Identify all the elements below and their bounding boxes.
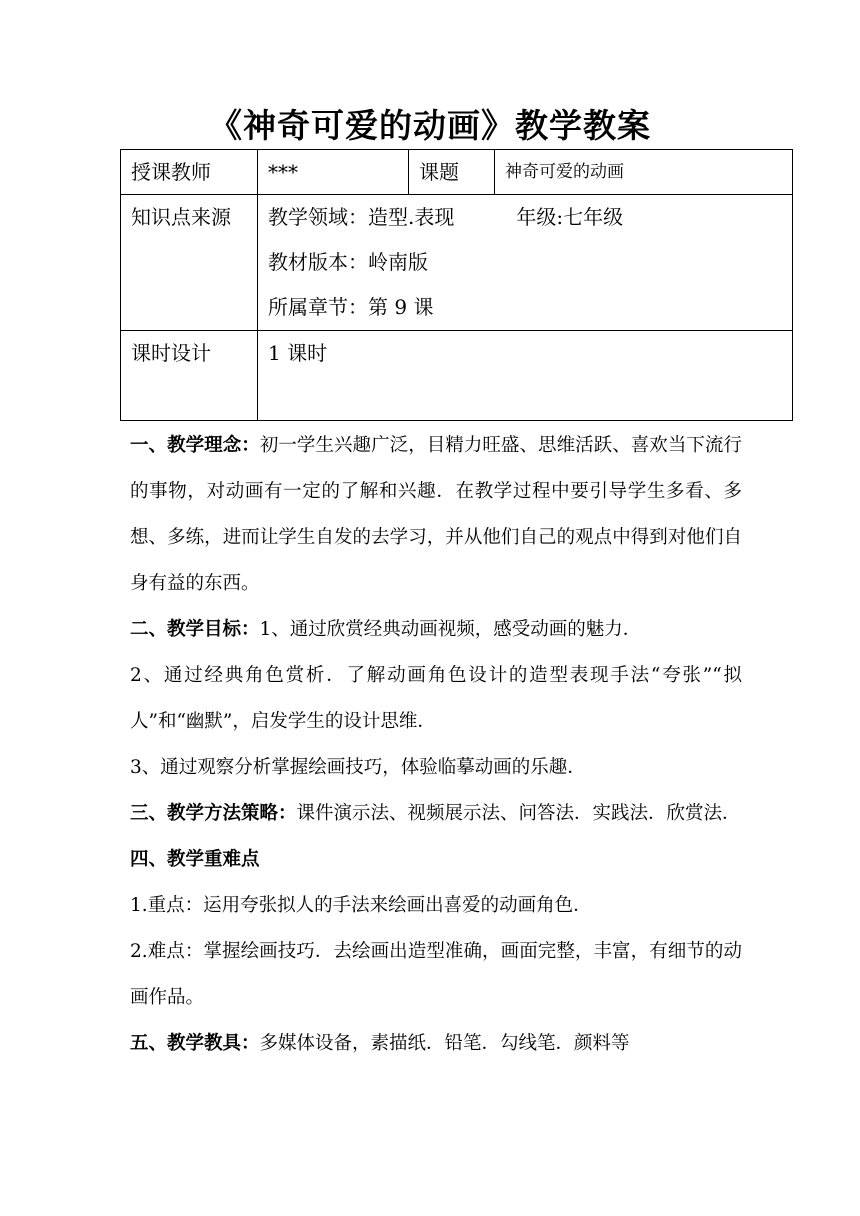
table-row (121, 195, 793, 331)
tools-heading: 五、教学教具： (130, 1033, 260, 1054)
chapter-text: 所属章节：第 9 课 (268, 295, 434, 319)
philosophy-paragraph (130, 423, 742, 607)
philosophy-text: 初一学生兴趣广泛，目精力旺盛、思维活跃、喜欢当下流行的事物，对动画有一定的了解和兴趣．在教学过程中要引导学生多看、多想、多练，进而让学生自发的去学习，并从他们自己的观点中得到对他们自身有益的东西。 (130, 435, 742, 594)
goal-item-3: 3、通过观察分析掌握绘画技巧，体验临摹动画的乐趣． (130, 757, 586, 778)
keypoints-heading-paragraph (130, 837, 742, 883)
document-body (130, 423, 742, 1067)
period-design-value-cell: 1 课时 (258, 331, 793, 421)
knowledge-source-value-cell (258, 195, 793, 331)
goal-item-1: 1、通过欣赏经典动画视频，感受动画的魅力． (259, 619, 642, 640)
teacher-value-cell: *** (258, 150, 409, 195)
goals-paragraph (130, 607, 742, 653)
teaching-domain-text: 教学领域：造型.表现 (268, 205, 455, 229)
tools-text: 多媒体设备，素描纸．铅笔．勾线笔．颜料等 (259, 1033, 630, 1054)
grade-text: 年级:七年级 (516, 205, 624, 229)
lesson-info-table (120, 149, 793, 421)
methods-heading: 三、教学方法策略： (130, 803, 297, 824)
philosophy-heading: 一、教学理念： (130, 435, 260, 456)
textbook-edition-text: 教材版本：岭南版 (268, 250, 428, 274)
table-row (121, 331, 793, 421)
table-row (121, 150, 793, 195)
goal-item-2: 2、通过经典角色赏析．了解动画角色设计的造型表现手法“夸张”“拟人”和“幽默”，启发学生的设计思维． (130, 665, 742, 732)
difficulty-text: 2.难点：掌握绘画技巧．去绘画出造型准确，画面完整，丰富，有细节的动画作品。 (130, 941, 742, 1008)
keypoints-heading: 四、教学重难点 (130, 849, 260, 870)
domain-grade-line (268, 195, 792, 240)
key-point-text: 1.重点：运用夸张拟人的手法来绘画出喜爱的动画角色． (130, 895, 592, 916)
methods-paragraph (130, 791, 742, 837)
goals-heading: 二、教学目标： (130, 619, 260, 640)
tools-paragraph (130, 1021, 742, 1067)
methods-text: 课件演示法、视频展示法、问答法．实践法．欣赏法． (296, 803, 741, 824)
knowledge-source-label-cell: 知识点来源 (121, 195, 258, 331)
document-title: 《神奇可爱的动画》教学教案 (209, 106, 651, 145)
topic-value-cell: 神奇可爱的动画 (495, 150, 793, 195)
period-design-label-cell: 课时设计 (121, 331, 258, 421)
topic-label-cell: 课题 (409, 150, 495, 195)
teacher-label-cell: 授课教师 (121, 150, 258, 195)
